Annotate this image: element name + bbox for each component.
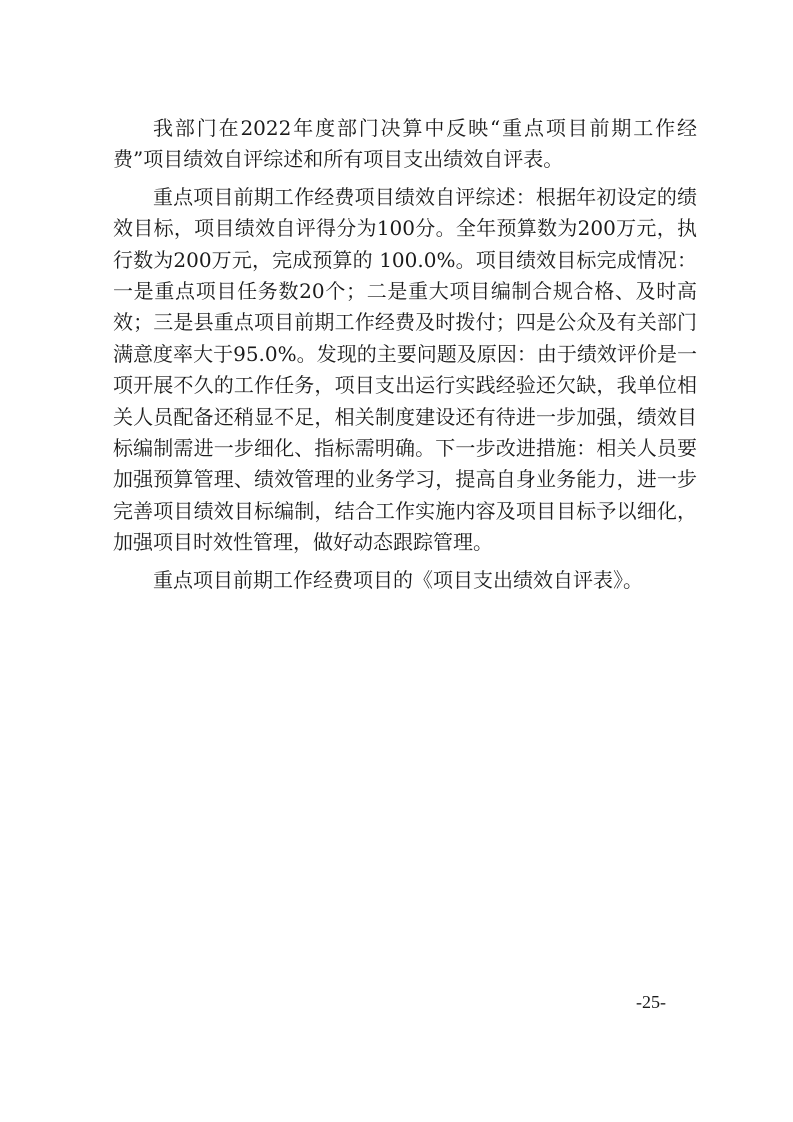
paragraph-summary: 重点项目前期工作经费项目绩效自评综述：根据年初设定的绩效目标，项目绩效自评得分为100分。全年预算数为200万元，执行数为200万元，完成预算的 100.0%。项目绩效目标完成情况：一是重点项目任务数20个；二是重大项目编制合规合格、及时高效；三是县重点项目前期工作经费及时拨付；四是公众及有关部门满意度率大于95.0%。发现的主要问题及原因：由于绩效评价是一项开展不久的工作任务，项目支出运行实践经验还欠缺，我单位相关人员配备还稍显不足，相关制度建设还有待进一步加强，绩效目标编制需进一步细化、指标需明确。下一步改进措施：相关人员要加强预算管理、绩效管理的业务学习，提高自身业务能力，进一步完善项目绩效目标编制，结合工作实施内容及项目目标予以细化，加强项目时效性管理，做好动态跟踪管理。	[113, 184, 697, 555]
body-text	[113, 113, 697, 602]
paragraph-intro: 我部门在2022年度部门决算中反映“重点项目前期工作经费”项目绩效自评综述和所有项目支出绩效自评表。	[113, 116, 697, 172]
paragraph-table-reference: 重点项目前期工作经费项目的《项目支出绩效自评表》。	[153, 567, 643, 592]
page-number: -25-	[636, 992, 666, 1012]
